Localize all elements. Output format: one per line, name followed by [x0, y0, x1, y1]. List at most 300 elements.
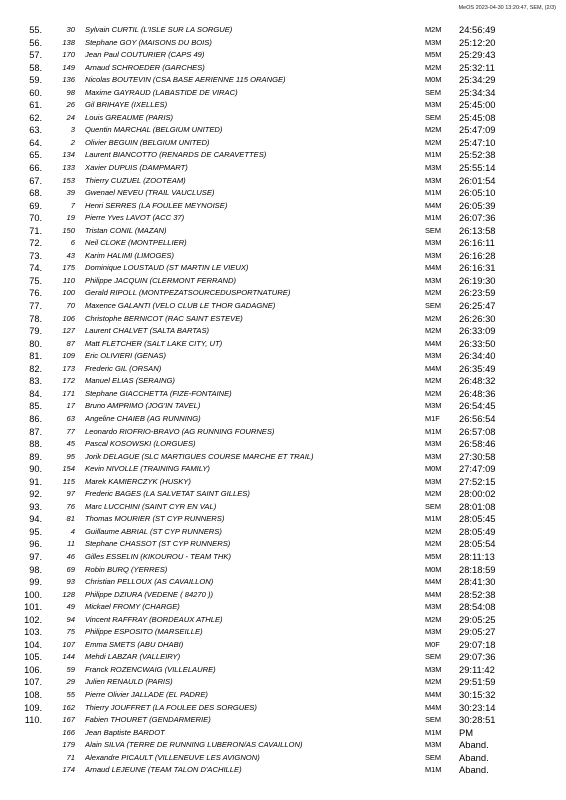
bib-cell: 106 — [62, 313, 75, 323]
rank-cell: 84. — [29, 388, 42, 399]
result-row — [0, 614, 566, 627]
bib-cell: 109 — [62, 351, 75, 361]
rank-cell: 105. — [24, 652, 42, 663]
bib-cell: 128 — [62, 589, 75, 599]
category-cell: SEM — [425, 715, 442, 725]
rank-cell: 79. — [29, 326, 42, 337]
bib-cell: 87 — [66, 338, 75, 348]
time-cell: 29:05:25 — [459, 613, 496, 625]
category-cell: M5M — [425, 50, 442, 60]
category-cell: M3M — [425, 439, 442, 449]
rank-cell: 100. — [24, 589, 42, 600]
category-cell: SEM — [425, 87, 442, 97]
result-row — [0, 513, 566, 526]
time-cell: 30:28:51 — [459, 714, 496, 726]
time-cell: 28:18:59 — [459, 563, 496, 575]
runner-name-cell: Alexandre PICAULT (VILLENEUVE LES AVIGNON) — [85, 752, 260, 762]
category-cell: M3M — [425, 175, 442, 185]
runner-name-cell: Gil BRIHAYE (IXELLES) — [85, 100, 168, 110]
time-cell: 25:45:00 — [459, 99, 496, 111]
rank-cell: 87. — [29, 426, 42, 437]
result-row — [0, 87, 566, 100]
result-row — [0, 400, 566, 413]
category-cell: M4M — [425, 263, 442, 273]
runner-name-cell: Christian PELLOUX (AS CAVAILLON) — [85, 577, 214, 587]
runner-name-cell: Marek KAMIERCZYK (HUSKY) — [85, 476, 191, 486]
time-cell: 26:19:30 — [459, 274, 496, 286]
result-row — [0, 338, 566, 351]
rank-cell: 92. — [29, 489, 42, 500]
category-cell: M2M — [425, 677, 442, 687]
bib-cell: 17 — [66, 401, 75, 411]
bib-cell: 45 — [66, 439, 75, 449]
rank-cell: 81. — [29, 351, 42, 362]
result-row — [0, 388, 566, 401]
time-cell: 26:58:46 — [459, 438, 496, 450]
rank-cell: 69. — [29, 200, 42, 211]
rank-cell: 60. — [29, 87, 42, 98]
time-cell: 26:07:36 — [459, 212, 496, 224]
rank-cell: 90. — [29, 464, 42, 475]
time-cell: 28:52:38 — [459, 588, 496, 600]
runner-name-cell: Laurent BIANCOTTO (RENARDS DE CARAVETTES) — [85, 150, 267, 160]
runner-name-cell: Maxence GALANTI (VELO CLUB LE THOR GADAGNE) — [85, 301, 276, 311]
bib-cell: 29 — [66, 677, 75, 687]
result-row — [0, 49, 566, 62]
category-cell: SEM — [425, 112, 442, 122]
category-cell: M0M — [425, 464, 442, 474]
runner-name-cell: Stephane CHASSOT (ST CYP RUNNERS) — [85, 539, 231, 549]
runner-name-cell: Pierre Yves LAVOT (ACC 37) — [85, 213, 185, 223]
category-cell: M3M — [425, 163, 442, 173]
runner-name-cell: Arnaud LEJEUNE (TEAM TALON D'ACHILLE) — [85, 765, 242, 775]
time-cell: 28:01:08 — [459, 500, 496, 512]
runner-name-cell: Louis GREAUME (PARIS) — [85, 112, 174, 122]
runner-name-cell: Jean Paul COUTURIER (CAPS 49) — [85, 50, 205, 60]
time-cell: 26:33:09 — [459, 325, 496, 337]
rank-cell: 61. — [29, 100, 42, 111]
runner-name-cell: Eric OLIVIERI (GENAS) — [85, 351, 167, 361]
time-cell: 24:56:49 — [459, 24, 496, 35]
runner-name-cell: Stephane GOY (MAISONS DU BOIS) — [85, 37, 212, 47]
rank-cell: 103. — [24, 627, 42, 638]
runner-name-cell: Pascal KOSOWSKI (LORGUES) — [85, 439, 196, 449]
result-row — [0, 538, 566, 551]
bib-cell: 3 — [70, 125, 75, 135]
rank-cell: 110. — [24, 715, 42, 726]
bib-cell: 149 — [62, 62, 75, 72]
category-cell: M2M — [425, 125, 442, 135]
result-row — [0, 589, 566, 602]
time-cell: 26:16:11 — [459, 237, 495, 249]
runner-name-cell: Quentin MARCHAL (BELGIUM UNITED) — [85, 125, 223, 135]
time-cell: 27:30:58 — [459, 450, 496, 462]
result-row — [0, 237, 566, 250]
category-cell: M4M — [425, 577, 442, 587]
rank-cell: 78. — [29, 313, 42, 324]
bib-cell: 63 — [66, 413, 75, 423]
bib-cell: 95 — [66, 451, 75, 461]
result-row — [0, 426, 566, 439]
runner-name-cell: Neil CLOKE (MONTPELLIER) — [85, 238, 187, 248]
bib-cell: 174 — [62, 765, 75, 775]
time-cell: 25:32:11 — [459, 61, 495, 73]
category-cell: M3M — [425, 238, 442, 248]
bib-cell: 153 — [62, 175, 75, 185]
result-row — [0, 262, 566, 275]
bib-cell: 55 — [66, 689, 75, 699]
time-cell: 26:56:54 — [459, 412, 496, 424]
rank-cell: 106. — [24, 664, 42, 675]
runner-name-cell: Philippe DZIURA (VEDENE ( 84270 )) — [85, 589, 214, 599]
runner-name-cell: Karim HALIMI (LIMOGES) — [85, 250, 175, 260]
result-row — [0, 764, 566, 777]
rank-cell: 96. — [29, 539, 42, 550]
rank-cell: 109. — [24, 702, 42, 713]
time-cell: Aband. — [459, 751, 489, 763]
bib-cell: 2 — [70, 137, 75, 147]
results-list — [0, 24, 566, 777]
result-row — [0, 413, 566, 426]
bib-cell: 100 — [62, 288, 75, 298]
result-row — [0, 287, 566, 300]
time-cell: 29:11:42 — [459, 663, 495, 675]
category-cell: M2M — [425, 25, 442, 34]
category-cell: M2M — [425, 376, 442, 386]
bib-cell: 133 — [62, 163, 75, 173]
result-row — [0, 363, 566, 376]
rank-cell: 97. — [29, 551, 42, 562]
bib-cell: 39 — [66, 188, 75, 198]
rank-cell: 75. — [29, 275, 42, 286]
result-row — [0, 99, 566, 112]
time-cell: 28:41:30 — [459, 576, 496, 588]
runner-name-cell: Guillaume ABRIAL (ST CYP RUNNERS) — [85, 526, 222, 536]
time-cell: 26:23:59 — [459, 287, 496, 299]
bib-cell: 77 — [66, 426, 75, 436]
rank-cell: 66. — [29, 163, 42, 174]
result-row — [0, 676, 566, 689]
result-row — [0, 526, 566, 539]
category-cell: SEM — [425, 301, 442, 311]
runner-name-cell: Gerald RIPOLL (MONTPEZATSOURCEDUSPORTNATURE) — [85, 288, 291, 298]
bib-cell: 71 — [66, 752, 75, 762]
runner-name-cell: Franck ROZENCWAIG (VILLELAURE) — [85, 664, 216, 674]
category-cell: M1M — [425, 514, 442, 524]
rank-cell: 104. — [24, 639, 42, 650]
runner-name-cell: Jean Baptiste BARDOT — [85, 727, 165, 737]
runner-name-cell: Philippe JACQUIN (CLERMONT FERRAND) — [85, 275, 237, 285]
rank-cell: 93. — [29, 501, 42, 512]
bib-cell: 43 — [66, 250, 75, 260]
category-cell: M0M — [425, 75, 442, 85]
category-cell: M1M — [425, 727, 442, 737]
time-cell: 29:05:27 — [459, 626, 496, 638]
category-cell: M2M — [425, 313, 442, 323]
runner-name-cell: Emma SMETS (ABU DHABI) — [85, 639, 184, 649]
result-row — [0, 313, 566, 326]
result-row — [0, 564, 566, 577]
time-cell: 25:34:29 — [459, 74, 496, 86]
category-cell: M1M — [425, 213, 442, 223]
result-row — [0, 275, 566, 288]
rank-cell: 64. — [29, 137, 42, 148]
bib-cell: 179 — [62, 740, 75, 750]
runner-name-cell: Xavier DUPUIS (DAMPMART) — [85, 163, 188, 173]
category-cell: M1M — [425, 765, 442, 775]
bib-cell: 127 — [62, 326, 75, 336]
runner-name-cell: Mehdi LABZAR (VALLEIRY) — [85, 652, 181, 662]
runner-name-cell: Jorik DELAGUE (SLC MARTIGUES COURSE MARCHE ET TRAIL) — [85, 451, 314, 461]
result-row — [0, 501, 566, 514]
bib-cell: 97 — [66, 489, 75, 499]
result-row — [0, 576, 566, 589]
time-cell: 28:11:13 — [459, 550, 495, 562]
bib-cell: 81 — [66, 514, 75, 524]
page-header: MeOS 2023-04-30 13:20:47, SEM, (2/3) — [458, 5, 556, 11]
runner-name-cell: Frederic BAGES (LA SALVETAT SAINT GILLES) — [85, 489, 250, 499]
bib-cell: 175 — [62, 263, 75, 273]
bib-cell: 136 — [62, 75, 75, 85]
time-cell: 29:07:36 — [459, 651, 496, 663]
result-row — [0, 162, 566, 175]
runner-name-cell: Dominique LOUSTAUD (ST MARTIN LE VIEUX) — [85, 263, 249, 273]
result-row — [0, 112, 566, 125]
rank-cell: 67. — [29, 175, 42, 186]
rank-cell: 86. — [29, 413, 42, 424]
result-row — [0, 702, 566, 715]
result-row — [0, 488, 566, 501]
bib-cell: 154 — [62, 464, 75, 474]
time-cell: 25:55:14 — [459, 162, 496, 174]
result-row — [0, 200, 566, 213]
bib-cell: 93 — [66, 577, 75, 587]
runner-name-cell: Nicolas BOUTEVIN (CSA BASE AERIENNE 115 ORANGE) — [85, 75, 286, 85]
rank-cell: 70. — [29, 213, 42, 224]
time-cell: 25:12:20 — [459, 36, 496, 48]
bib-cell: 4 — [70, 526, 75, 536]
bib-cell: 76 — [66, 501, 75, 511]
bib-cell: 166 — [62, 727, 75, 737]
bib-cell: 98 — [66, 87, 75, 97]
runner-name-cell: Gilles ESSELIN (KIKOUROU - TEAM THK) — [85, 551, 231, 561]
rank-cell: 73. — [29, 250, 42, 261]
runner-name-cell: Arnaud SCHROEDER (GARCHES) — [85, 62, 205, 72]
bib-cell: 6 — [70, 238, 75, 248]
bib-cell: 69 — [66, 564, 75, 574]
result-row — [0, 601, 566, 614]
result-row — [0, 74, 566, 87]
time-cell: Aband. — [459, 739, 489, 751]
runner-name-cell: Vincent RAFFRAY (BORDEAUX ATHLE) — [85, 614, 223, 624]
rank-cell: 88. — [29, 439, 42, 450]
runner-name-cell: Julien RENAULD (PARIS) — [85, 677, 173, 687]
time-cell: 26:48:32 — [459, 375, 496, 387]
time-cell: 25:47:10 — [459, 136, 496, 148]
category-cell: M4M — [425, 338, 442, 348]
time-cell: Aband. — [459, 764, 489, 776]
result-row — [0, 137, 566, 150]
rank-cell: 89. — [29, 451, 42, 462]
rank-cell: 80. — [29, 338, 42, 349]
category-cell: M3M — [425, 664, 442, 674]
result-row — [0, 752, 566, 765]
result-row — [0, 463, 566, 476]
category-cell: SEM — [425, 652, 442, 662]
time-cell: 28:05:49 — [459, 525, 496, 537]
category-cell: M2M — [425, 137, 442, 147]
category-cell: M3M — [425, 451, 442, 461]
bib-cell: 115 — [62, 476, 75, 486]
rank-cell: 68. — [29, 188, 42, 199]
category-cell: M3M — [425, 100, 442, 110]
category-cell: M4M — [425, 589, 442, 599]
result-row — [0, 37, 566, 50]
time-cell: 26:05:39 — [459, 199, 496, 211]
result-row — [0, 551, 566, 564]
result-row — [0, 664, 566, 677]
runner-name-cell: Robin BURQ (YERRES) — [85, 564, 168, 574]
runner-name-cell: Matt FLETCHER (SALT LAKE CITY, UT) — [85, 338, 223, 348]
runner-name-cell: Christophe BERNICOT (RAC SAINT ESTEVE) — [85, 313, 243, 323]
runner-name-cell: Thomas MOURIER (ST CYP RUNNERS) — [85, 514, 225, 524]
time-cell: 26:01:54 — [459, 174, 496, 186]
rank-cell: 102. — [24, 614, 42, 625]
bib-cell: 11 — [67, 539, 75, 549]
time-cell: 26:16:31 — [459, 262, 496, 274]
category-cell: M1M — [425, 150, 442, 160]
time-cell: 25:45:08 — [459, 111, 496, 123]
time-cell: 26:05:10 — [459, 187, 496, 199]
rank-cell: 57. — [29, 50, 42, 61]
rank-cell: 101. — [24, 602, 42, 613]
rank-cell: 82. — [29, 363, 42, 374]
time-cell: 27:52:15 — [459, 475, 496, 487]
category-cell: M3M — [425, 740, 442, 750]
time-cell: 26:13:58 — [459, 224, 496, 236]
runner-name-cell: Olivier BEGUIN (BELGIUM UNITED) — [85, 137, 210, 147]
result-row — [0, 300, 566, 313]
category-cell: M1M — [425, 426, 442, 436]
runner-name-cell: Marc LUCCHINI (SAINT CYR EN VAL) — [85, 501, 217, 511]
rank-cell: 85. — [29, 401, 42, 412]
runner-name-cell: Mickael FROMY (CHARGE) — [85, 602, 180, 612]
rank-cell: 62. — [29, 112, 42, 123]
result-row — [0, 689, 566, 702]
bib-cell: 26 — [66, 100, 75, 110]
category-cell: M2M — [425, 539, 442, 549]
runner-name-cell: Laurent CHALVET (SALTA BARTAS) — [85, 326, 210, 336]
result-row — [0, 639, 566, 652]
time-cell: 26:33:50 — [459, 337, 496, 349]
bib-cell: 30 — [66, 25, 75, 34]
rank-cell: 107. — [24, 677, 42, 688]
category-cell: SEM — [425, 752, 442, 762]
time-cell: 27:47:09 — [459, 463, 496, 475]
category-cell: M3M — [425, 275, 442, 285]
category-cell: M2M — [425, 326, 442, 336]
rank-cell: 76. — [29, 288, 42, 299]
result-row — [0, 438, 566, 451]
category-cell: M1M — [425, 188, 442, 198]
rank-cell: 74. — [29, 263, 42, 274]
result-row — [0, 476, 566, 489]
result-row — [0, 149, 566, 162]
bib-cell: 170 — [62, 50, 75, 60]
bib-cell: 75 — [66, 627, 75, 637]
rank-cell: 72. — [29, 238, 42, 249]
category-cell: M0M — [425, 564, 442, 574]
result-row — [0, 24, 566, 37]
bib-cell: 70 — [66, 301, 75, 311]
bib-cell: 110 — [62, 275, 75, 285]
runner-name-cell: Fabien THOURET (GENDARMERIE) — [85, 715, 211, 725]
category-cell: M3M — [425, 37, 442, 47]
rank-cell: 58. — [29, 62, 42, 73]
time-cell: 29:51:59 — [459, 676, 496, 688]
rank-cell: 59. — [29, 75, 42, 86]
bib-cell: 19 — [66, 213, 75, 223]
time-cell: 29:07:18 — [459, 638, 496, 650]
category-cell: SEM — [425, 225, 442, 235]
time-cell: 30:15:32 — [459, 688, 496, 700]
category-cell: M2M — [425, 62, 442, 72]
bib-cell: 138 — [62, 37, 75, 47]
category-cell: M2M — [425, 489, 442, 499]
time-cell: 25:34:34 — [459, 86, 496, 98]
runner-name-cell: Gwenael NEVEU (TRAIL VAUCLUSE) — [85, 188, 215, 198]
time-cell: 26:26:30 — [459, 312, 496, 324]
time-cell: 26:35:49 — [459, 362, 496, 374]
time-cell: 25:52:38 — [459, 149, 496, 161]
category-cell: M4M — [425, 689, 442, 699]
result-row — [0, 626, 566, 639]
rank-cell: 55. — [29, 25, 42, 35]
category-cell: M3M — [425, 476, 442, 486]
bib-cell: 134 — [62, 150, 75, 160]
category-cell: M2M — [425, 614, 442, 624]
bib-cell: 171 — [62, 388, 75, 398]
category-cell: SEM — [425, 501, 442, 511]
category-cell: M3M — [425, 250, 442, 260]
rank-cell: 94. — [29, 514, 42, 525]
result-row — [0, 62, 566, 75]
result-row — [0, 714, 566, 727]
runner-name-cell: Frederic GIL (ORSAN) — [85, 363, 162, 373]
result-row — [0, 651, 566, 664]
runner-name-cell: Alain SILVA (TERRE DE RUNNING LUBERON/AS CAVAILLON) — [85, 740, 303, 750]
result-row — [0, 325, 566, 338]
runner-name-cell: Kevin NIVOLLE (TRAINING FAMILY) — [85, 464, 210, 474]
runner-name-cell: Stephane GIACCHETTA (FIZE-FONTAINE) — [85, 388, 232, 398]
category-cell: M5M — [425, 551, 442, 561]
bib-cell: 162 — [62, 702, 75, 712]
bib-cell: 144 — [62, 652, 75, 662]
runner-name-cell: Leonardo RIOFRIO-BRAVO (AG RUNNING FOURNES) — [85, 426, 275, 436]
time-cell: 25:47:09 — [459, 124, 496, 136]
category-cell: M3M — [425, 351, 442, 361]
category-cell: M1F — [425, 413, 440, 423]
time-cell: 28:05:45 — [459, 513, 496, 525]
rank-cell: 63. — [29, 125, 42, 136]
time-cell: 30:23:14 — [459, 701, 496, 713]
category-cell: M2M — [425, 388, 442, 398]
result-row — [0, 212, 566, 225]
time-cell: 26:25:47 — [459, 300, 496, 312]
category-cell: M3M — [425, 401, 442, 411]
result-row — [0, 250, 566, 263]
time-cell: PM — [459, 726, 474, 738]
